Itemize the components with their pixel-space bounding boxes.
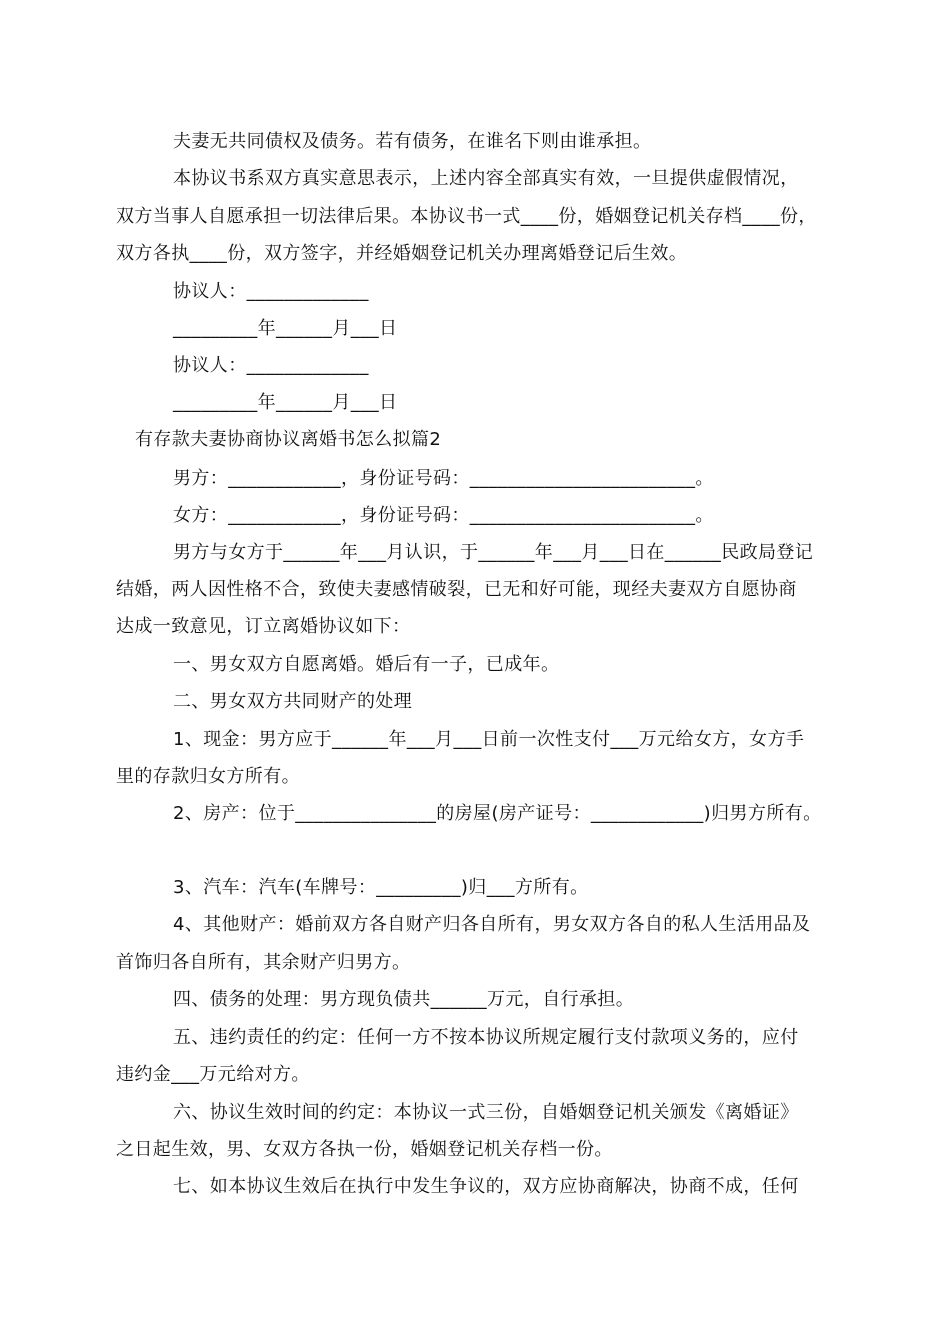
paragraph-line: 1、现金：男方应于______年___月___日前一次性支付___万元给女方，女方手 <box>173 729 805 750</box>
paragraph-line: 3、汽车：汽车(车牌号：_________)归___方所有。 <box>173 877 589 898</box>
paragraph-line: 违约金___万元给对方。 <box>116 1064 310 1085</box>
paragraph-line: 里的存款归女方所有。 <box>116 766 300 787</box>
paragraph-line: 二、男女双方共同财产的处理 <box>173 691 413 712</box>
paragraph-line: 双方各执____份，双方签字，并经婚姻登记机关办理离婚登记后生效。 <box>116 243 688 264</box>
paragraph-line: 七、如本协议生效后在执行中发生争议的，双方应协商解决，协商不成，任何 <box>173 1176 799 1197</box>
section-heading: 有存款夫妻协商协议离婚书怎么拟篇2 <box>135 429 442 450</box>
paragraph-line: 五、违约责任的约定：任何一方不按本协议所规定履行支付款项义务的，应付 <box>173 1027 799 1048</box>
paragraph-line: 首饰归各自所有，其余财产归男方。 <box>116 952 411 973</box>
date-line: _________年______月___日 <box>173 318 398 339</box>
paragraph-line: 四、债务的处理：男方现负债共______万元，自行承担。 <box>173 989 635 1010</box>
signature-line: 协议人：_____________ <box>173 281 369 302</box>
paragraph-line: 男方与女方于______年___月认识，于______年___月___日在______民政局登记 <box>173 542 814 563</box>
signature-line: 协议人：_____________ <box>173 355 369 376</box>
paragraph-line: 本协议书系双方真实意思表示，上述内容全部真实有效，一旦提供虚假情况， <box>173 168 799 189</box>
paragraph-line: 达成一致意见，订立离婚协议如下： <box>116 616 411 637</box>
paragraph-line: 一、男女双方自愿离婚。婚后有一子，已成年。 <box>173 654 560 675</box>
paragraph-line: 双方当事人自愿承担一切法律后果。本协议书一式____份，婚姻登记机关存档____份， <box>116 206 817 227</box>
paragraph-line: 2、房产：位于_______________的房屋(房产证号：____________)归男方所有。 <box>173 803 822 824</box>
paragraph-line: 4、其他财产：婚前双方各自财产归各自所有，男女双方各自的私人生活用品及 <box>173 914 811 935</box>
paragraph-line: 之日起生效，男、女双方各执一份，婚姻登记机关存档一份。 <box>116 1139 613 1160</box>
party-info-line: 男方：____________，身份证号码：________________________。 <box>173 468 714 489</box>
paragraph-line: 六、协议生效时间的约定：本协议一式三份，自婚姻登记机关颁发《离婚证》 <box>173 1102 799 1123</box>
party-info-line: 女方：____________，身份证号码：________________________。 <box>173 505 714 526</box>
date-line: _________年______月___日 <box>173 392 398 413</box>
paragraph-line: 结婚，两人因性格不合，致使夫妻感情破裂，已无和好可能，现经夫妻双方自愿协商 <box>116 579 797 600</box>
paragraph-line: 夫妻无共同债权及债务。若有债务，在谁名下则由谁承担。 <box>173 131 652 152</box>
